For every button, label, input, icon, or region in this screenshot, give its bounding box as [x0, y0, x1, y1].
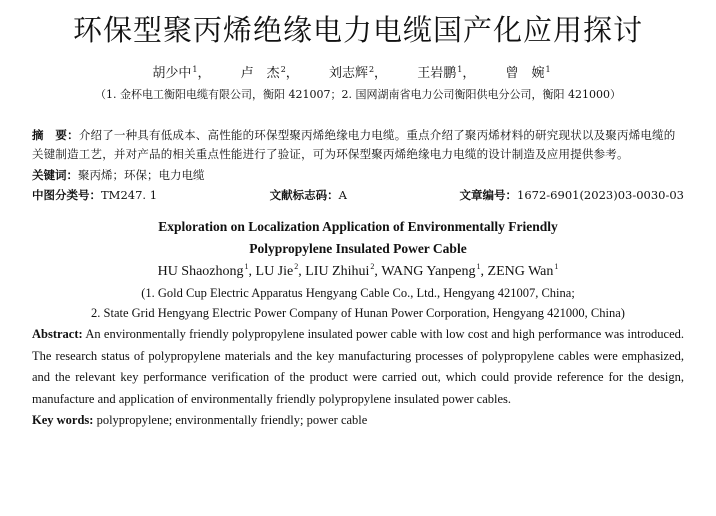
- english-abstract-text: An environmentally friendly polypropylene insulated power cable with low cost and high performance was introduced. The research status of polypropylene materials and the key manufacturing processes of polypropylene cables were emphasized, and the relevant key performance verification of the product were carried out, which could provide reference for the design, manufacture and application of environmentally friendly polypropylene insulated power cables.: [32, 327, 685, 406]
- chinese-keywords-text: 聚丙烯；环保；电力电缆: [78, 168, 205, 182]
- english-title-line-2: Polypropylene Insulated Power Cable: [249, 241, 467, 256]
- paper-page: [0, 8, 716, 516]
- document-code-value: A: [338, 188, 347, 202]
- english-author: [158, 261, 252, 283]
- english-author: [488, 261, 559, 283]
- author-name: HU Shaozhong: [157, 264, 244, 279]
- affiliation-mark: 2: [294, 262, 299, 272]
- author-name: 刘志辉: [328, 66, 368, 81]
- clc-number: [32, 186, 157, 204]
- chinese-author: [417, 64, 475, 84]
- author-separator: ，: [462, 66, 476, 81]
- english-abstract: [32, 324, 684, 410]
- affiliation-mark: 1: [244, 262, 249, 272]
- english-author: [381, 261, 484, 283]
- author-name: 曾 婉: [505, 66, 545, 81]
- chinese-author-list: [32, 64, 684, 84]
- author-name: 胡少中: [152, 66, 192, 81]
- affiliation-mark: 1: [476, 262, 481, 272]
- affiliation-mark: 2: [368, 64, 375, 74]
- chinese-affiliations: （1. 金杯电工衡阳电缆有限公司，衡阳 421007；2. 国网湖南省电力公司衡阳供电分公司，衡阳 421000）: [95, 88, 621, 101]
- author-name: WANG Yanpeng: [381, 264, 476, 279]
- author-name: LU Jie: [255, 264, 294, 279]
- english-keywords-text: polypropylene; environmentally friendly; power cable: [96, 413, 368, 427]
- english-author: [256, 261, 302, 283]
- chinese-abstract: [32, 126, 684, 164]
- affiliation-mark: 1: [554, 262, 559, 272]
- author-name: 卢 杰: [240, 66, 280, 81]
- chinese-keywords-label: 关键词：: [32, 168, 78, 182]
- author-separator: ，: [374, 66, 388, 81]
- author-name: ZENG Wan: [487, 264, 554, 279]
- chinese-title: 环保型聚丙烯绝缘电力电缆国产化应用探讨: [72, 13, 643, 47]
- chinese-author: [329, 64, 387, 84]
- affiliation-mark: 2: [280, 64, 286, 74]
- english-title-line-1: Exploration on Localization Application of Environmentally Friendly: [158, 219, 558, 234]
- clc-label: 中图分类号：: [32, 188, 101, 202]
- article-number: [460, 186, 684, 204]
- chinese-author: [505, 64, 550, 84]
- affiliation-mark: 1: [457, 64, 463, 74]
- clc-value: TM247. 1: [101, 188, 158, 202]
- english-keywords: [32, 410, 684, 431]
- chinese-author: [241, 64, 299, 84]
- english-author-list: [32, 261, 684, 283]
- chinese-abstract-text: 介绍了一种具有低成本、高性能的环保型聚丙烯绝缘电力电缆。重点介绍了聚丙烯材料的研究现状以及聚丙烯电缆的关键制造工艺，并对产品的相关重点性能进行了验证，可为环保型聚丙烯绝缘电力电缆的设计制造及应用提供参考。: [32, 128, 676, 161]
- affiliation-mark: 2: [370, 262, 375, 272]
- chinese-keywords: [32, 166, 684, 184]
- article-number-label: 文章编号：: [459, 188, 518, 202]
- author-separator: ,: [298, 264, 302, 279]
- chinese-abstract-label: 摘 要：: [32, 128, 79, 142]
- english-affiliation-2: 2. State Grid Hengyang Electric Power Company of Hunan Power Corporation, Hengyang 421000, China): [91, 306, 625, 320]
- author-separator: ,: [248, 264, 253, 279]
- english-abstract-label: Abstract:: [32, 327, 83, 341]
- author-separator: ，: [197, 66, 211, 81]
- english-affiliation-1: (1. Gold Cup Electric Apparatus Hengyang Cable Co., Ltd., Hengyang 421007, China;: [141, 286, 575, 300]
- author-separator: ,: [374, 264, 378, 279]
- affiliation-mark: 1: [545, 64, 551, 74]
- classification-row: [32, 186, 684, 204]
- english-keywords-label: Key words:: [32, 413, 94, 427]
- author-name: 王岩鹏: [417, 66, 457, 81]
- document-code-label: 文献标志码：: [269, 188, 339, 202]
- english-author: [305, 261, 378, 283]
- chinese-author: [152, 64, 210, 84]
- author-separator: ，: [285, 66, 299, 81]
- author-separator: ,: [480, 264, 485, 279]
- english-title: [32, 216, 684, 260]
- author-name: LIU Zhihui: [305, 264, 370, 279]
- document-code: [270, 186, 347, 204]
- affiliation-mark: 1: [192, 64, 198, 74]
- article-number-value: 1672-6901(2023)03-0030-03: [517, 188, 684, 202]
